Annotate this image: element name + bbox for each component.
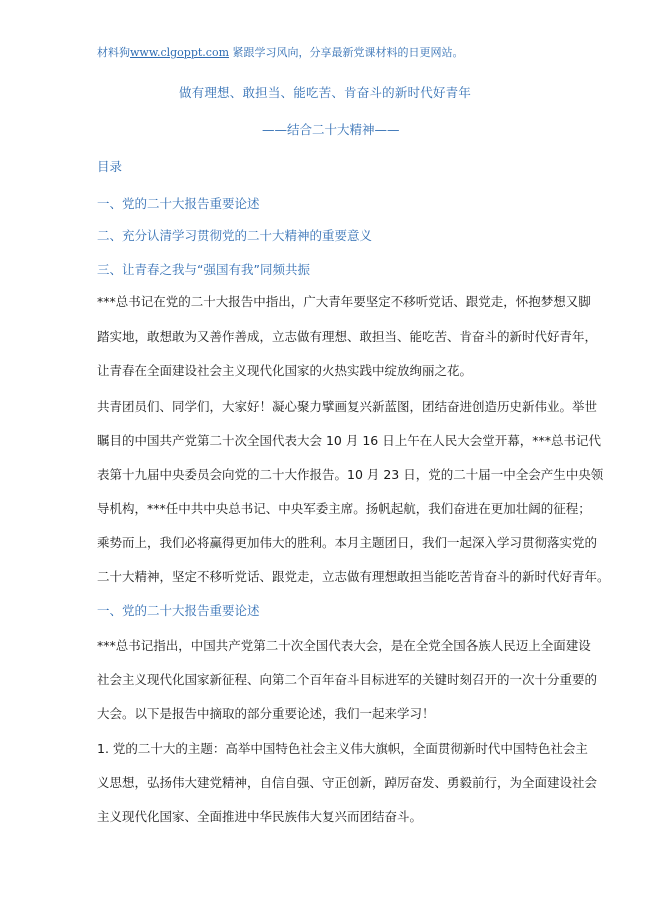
- document-title: 做有理想、敢担当、能吃苦、肯奋斗的新时代好青年: [178, 85, 472, 100]
- paragraph-line: 让青春在全面建设社会主义现代化国家的火热实践中绽放绚丽之花。: [97, 363, 473, 378]
- paragraph-line: 乘势而上，我们必将赢得更加伟大的胜利。本月主题团日，我们一起深入学习贯彻落实党的: [97, 535, 598, 550]
- paragraph-line: 踏实地，敢想敢为又善作善成，立志做有理想、敢担当、能吃苦、肯奋斗的新时代好青年，: [97, 329, 598, 344]
- paragraph-line: 瞩目的中国共产党第二十次全国代表大会 10 月 16 日上午在人民大会堂开幕，***总书记代: [97, 433, 601, 448]
- paragraph-line: 1. 党的二十大的主题：高举中国特色社会主义伟大旗帜，全面贯彻新时代中国特色社会主: [97, 741, 588, 756]
- paragraph-line: 主义现代化国家、全面推进中华民族伟大复兴而团结奋斗。: [97, 809, 423, 824]
- paragraph-line: ***总书记指出，中国共产党第二十次全国代表大会，是在全党全国各族人民迈上全面建设: [97, 638, 591, 653]
- paragraph-line: 表第十九届中央委员会向党的二十大作报告。10 月 23 日，党的二十届一中全会产生中央领: [97, 467, 604, 482]
- site-prefix: 材料狗: [97, 46, 130, 59]
- site-tagline: 紧跟学习风向，分享最新党课材料的日更网站。: [229, 46, 464, 59]
- toc-item-2[interactable]: 二、充分认清学习贯彻党的二十大精神的重要意义: [97, 228, 373, 243]
- site-link[interactable]: www.clgoppt.com: [130, 46, 229, 59]
- document-subtitle: ——结合二十大精神——: [262, 122, 400, 137]
- toc-item-1[interactable]: 一、党的二十大报告重要论述: [97, 196, 260, 211]
- toc-item-3[interactable]: 三、让青春之我与“强国有我”同频共振: [97, 262, 310, 277]
- paragraph-line: 导机构，***任中共中央总书记、中央军委主席。扬帆起航，我们奋进在更加壮阔的征程；: [97, 501, 591, 516]
- paragraph-line: ***总书记在党的二十大报告中指出，广大青年要坚定不移听党话、跟党走，怀抱梦想又脚: [97, 294, 591, 309]
- site-header: [97, 44, 464, 60]
- section-heading: 一、党的二十大报告重要论述: [97, 603, 260, 618]
- paragraph-line: 义思想，弘扬伟大建党精神，自信自强、守正创新，踔厉奋发、勇毅前行，为全面建设社会: [97, 775, 598, 790]
- paragraph-line: 共青团员们、同学们，大家好！凝心聚力擘画复兴新蓝图，团结奋进创造历史新伟业。举世: [97, 399, 598, 414]
- paragraph-line: 社会主义现代化国家新征程、向第二个百年奋斗目标进军的关键时刻召开的一次十分重要的: [97, 672, 598, 687]
- toc-heading: 目录: [97, 159, 123, 174]
- paragraph-line: 二十大精神，坚定不移听党话、跟党走，立志做有理想敢担当能吃苦肯奋斗的新时代好青年。: [97, 569, 610, 584]
- paragraph-line: 大会。以下是报告中摘取的部分重要论述，我们一起来学习！: [97, 706, 435, 721]
